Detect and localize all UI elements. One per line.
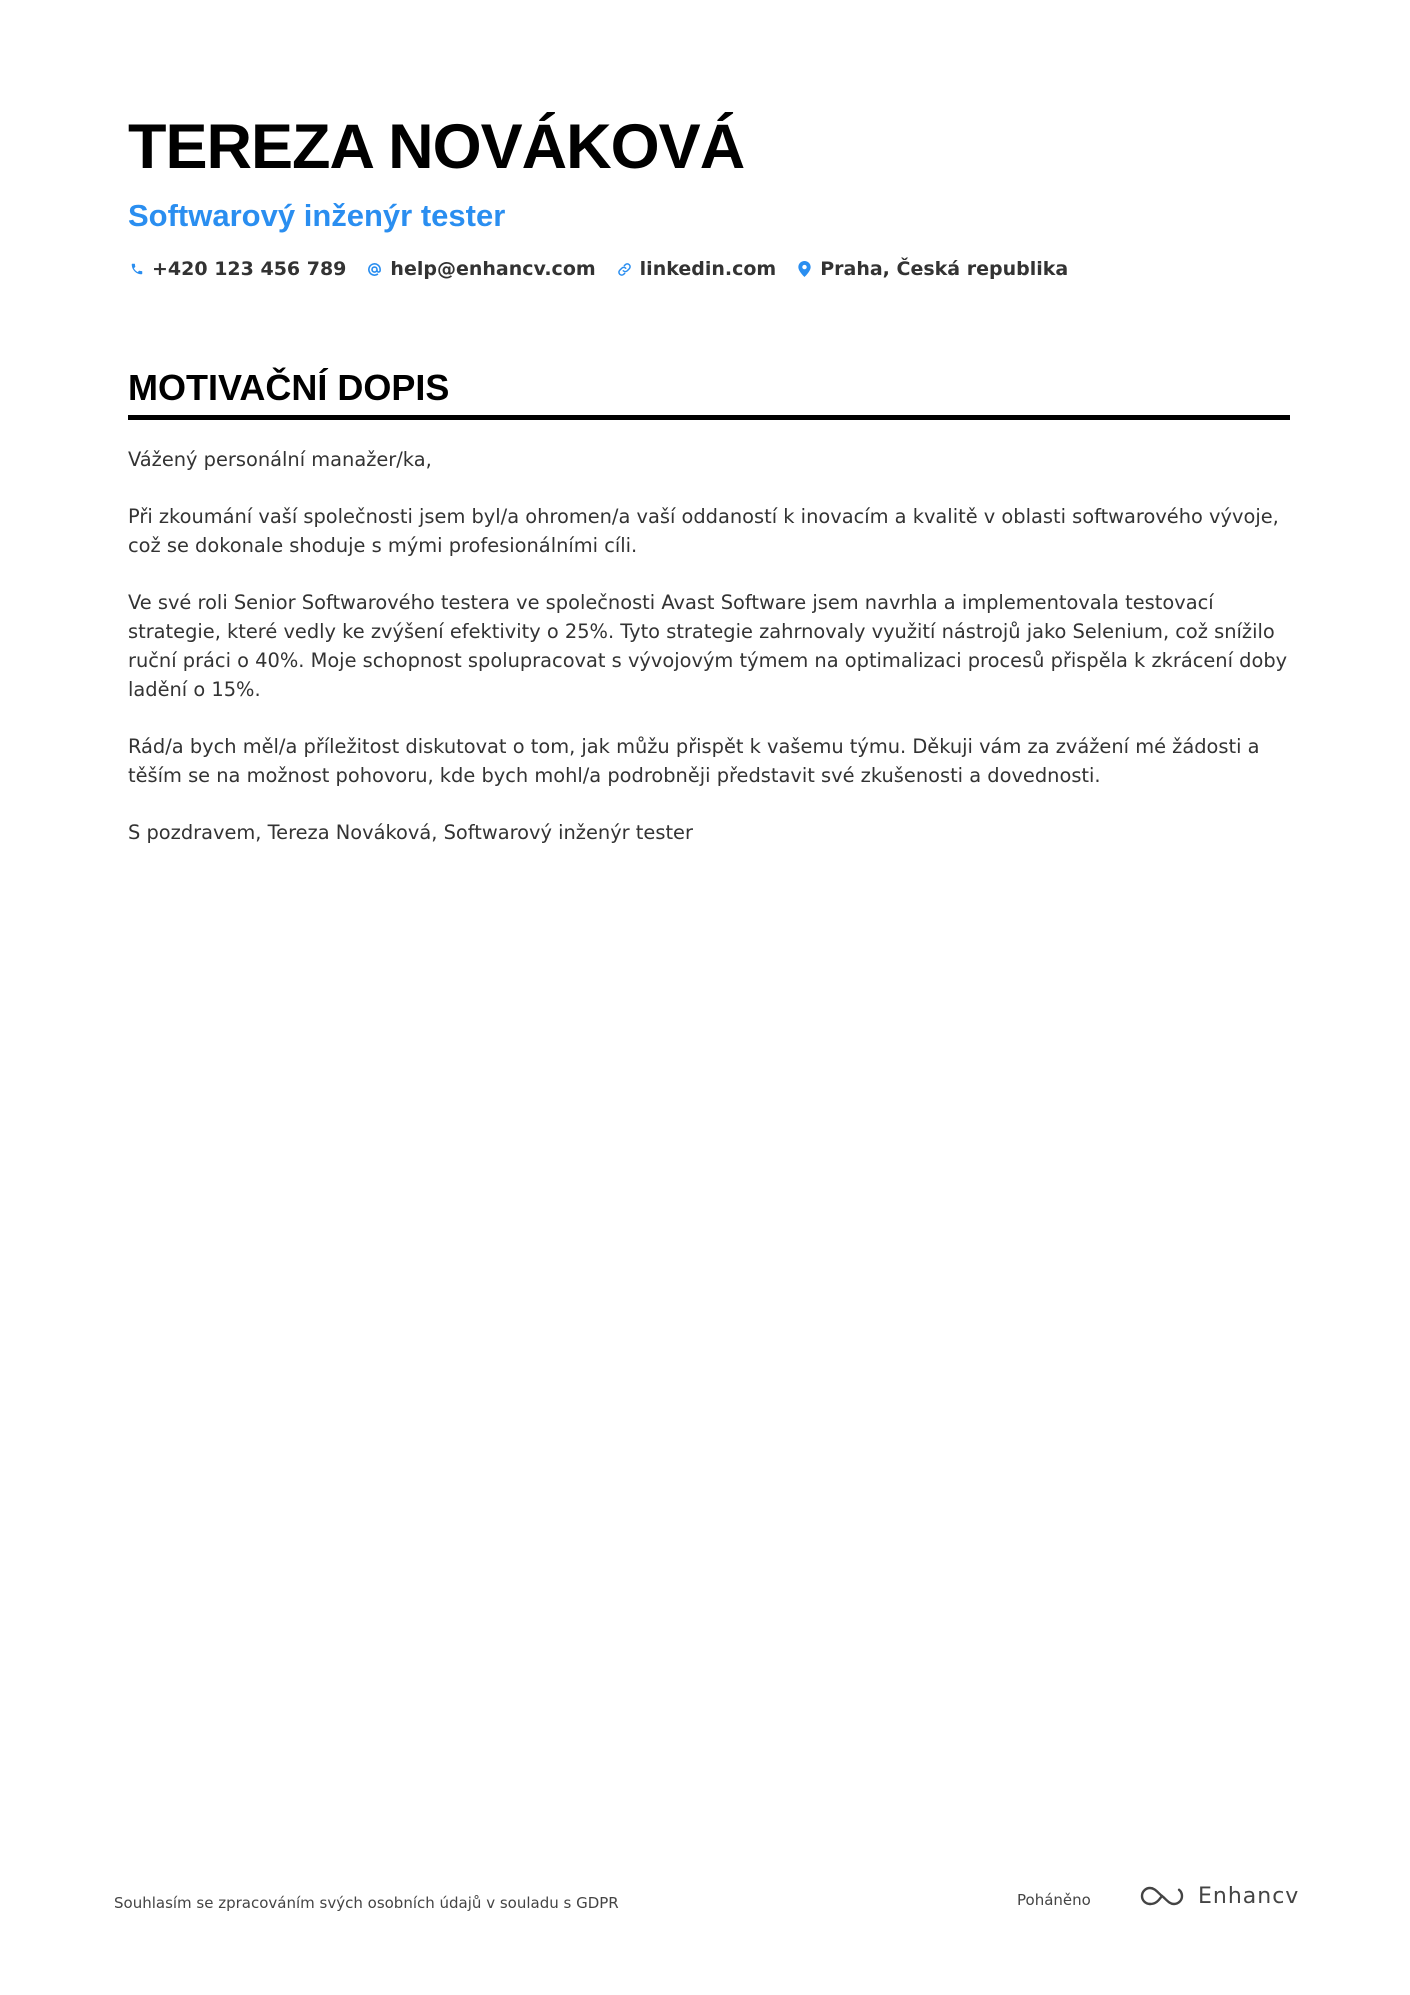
section-divider [128,415,1290,420]
letter-paragraph: Ve své roli Senior Softwarového testera ve společnosti Avast Software jsem navrhla a implementovala testovací strategie, které vedly ke zvýšení efektivity o 25%. Tyto strategie zahrnovaly využití nástrojů jako Selenium, což snížilo ruční práci o 40%. Moje schopnost spolupracovat s vývojovým týmem na optimalizaci procesů přispěla k zkrácení doby ladění o 15%. [128,591,1288,701]
letter-paragraph: Rád/a bych měl/a příležitost diskutovat o tom, jak můžu přispět k vašemu týmu. Děkuji vám za zvážení mé žádosti a těším se na možnost pohovoru, kde bych mohl/a podrobněji představit své zkušenosti a dovednosti. [128,734,1260,787]
enhancv-logo-icon [1138,1883,1186,1909]
letter-paragraph: Při zkoumání vaší společnosti jsem byl/a ohromen/a vaší oddaností k inovacím a kvalitě v oblasti softwarového vývoje, což se dokonale shoduje s mými profesionálními cíli. [128,505,1279,558]
enhancv-brand[interactable] [1138,1883,1299,1909]
letter-body [128,446,1290,848]
contact-location-text: Praha, Česká republika [820,258,1069,280]
powered-by-label: Poháněno [1017,1891,1091,1909]
at-icon [366,261,383,278]
gdpr-consent: Souhlasím se zpracováním svých osobních údajů v souladu s GDPR [114,1894,619,1912]
candidate-name: TEREZA NOVÁKOVÁ [128,112,745,182]
contact-location [796,258,1068,280]
header [128,108,1288,280]
contact-linkedin-text[interactable]: linkedin.com [639,258,777,280]
letter-closing: S pozdravem, Tereza Nováková, Softwarový inženýr tester [128,821,693,845]
contact-linkedin[interactable] [616,258,777,280]
letter-greeting: Vážený personální manažer/ka, [128,448,432,471]
contact-email-text[interactable]: help@enhancv.com [390,258,596,280]
contact-bar [128,258,1288,280]
phone-icon [128,261,145,278]
enhancv-brand-name: Enhancv [1198,1883,1300,1909]
section-title: MOTIVAČNÍ DOPIS [128,367,450,408]
contact-email[interactable] [366,258,595,280]
candidate-role: Softwarový inženýr tester [128,198,506,233]
contact-phone-text: +420 123 456 789 [152,258,347,280]
location-pin-icon [796,261,813,278]
cover-letter-section [128,365,1290,876]
link-icon [616,261,633,278]
contact-phone [128,258,346,280]
